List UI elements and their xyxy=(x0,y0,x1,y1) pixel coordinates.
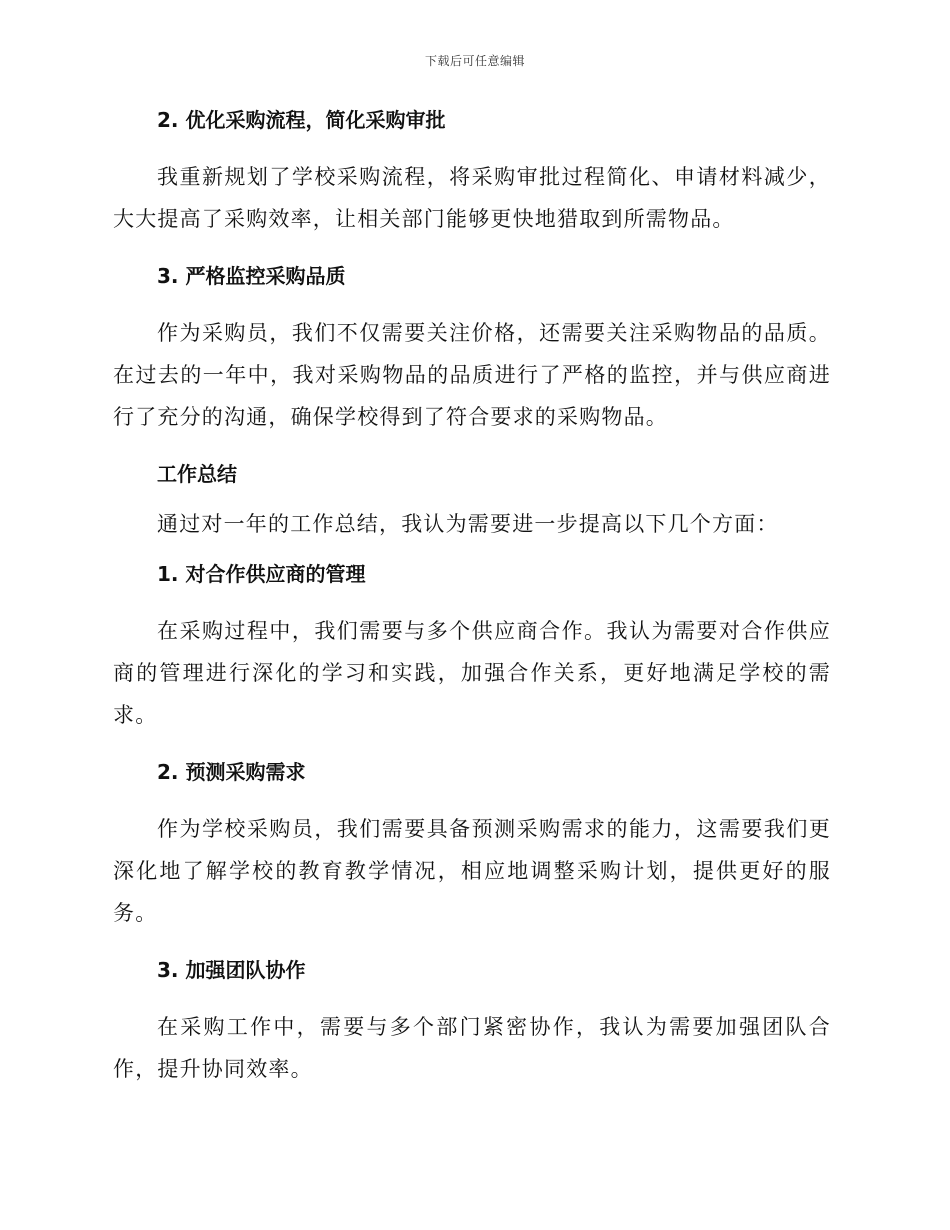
section-heading: 3. 严格监控采购品质 xyxy=(157,264,346,288)
improvement-heading: 3. 加强团队协作 xyxy=(157,958,306,982)
section-paragraph: 我重新规划了学校采购流程，将采购审批过程简化、申请材料减少，大大提高了采购效率，让相关部门能够更快地猎取到所需物品。 xyxy=(113,165,831,231)
section-heading: 2. 优化采购流程，简化采购审批 xyxy=(157,108,446,132)
improvement-heading: 1. 对合作供应商的管理 xyxy=(157,562,366,586)
improvement-paragraph: 在采购工作中，需要与多个部门紧密协作，我认为需要加强团队合作，提升协同效率。 xyxy=(113,1015,831,1081)
page-header: 下载后可任意编辑 xyxy=(424,54,525,68)
improvement-heading: 2. 预测采购需求 xyxy=(157,760,306,784)
section-paragraph: 作为采购员，我们不仅需要关注价格，还需要关注采购物品的品质。在过去的一年中，我对采购物品的品质进行了严格的监控，并与供应商进行了充分的沟通，确保学校得到了符合要求的采购物品。 xyxy=(113,321,831,429)
summary-intro: 通过对一年的工作总结，我认为需要进一步提高以下几个方面： xyxy=(157,512,779,536)
summary-heading: 工作总结 xyxy=(157,462,237,486)
improvement-paragraph: 在采购过程中，我们需要与多个供应商合作。我认为需要对合作供应商的管理进行深化的学习和实践，加强合作关系，更好地满足学校的需求。 xyxy=(113,619,831,727)
improvement-paragraph: 作为学校采购员，我们需要具备预测采购需求的能力，这需要我们更深化地了解学校的教育教学情况，相应地调整采购计划，提供更好的服务。 xyxy=(113,817,831,925)
document-body xyxy=(113,106,831,1112)
